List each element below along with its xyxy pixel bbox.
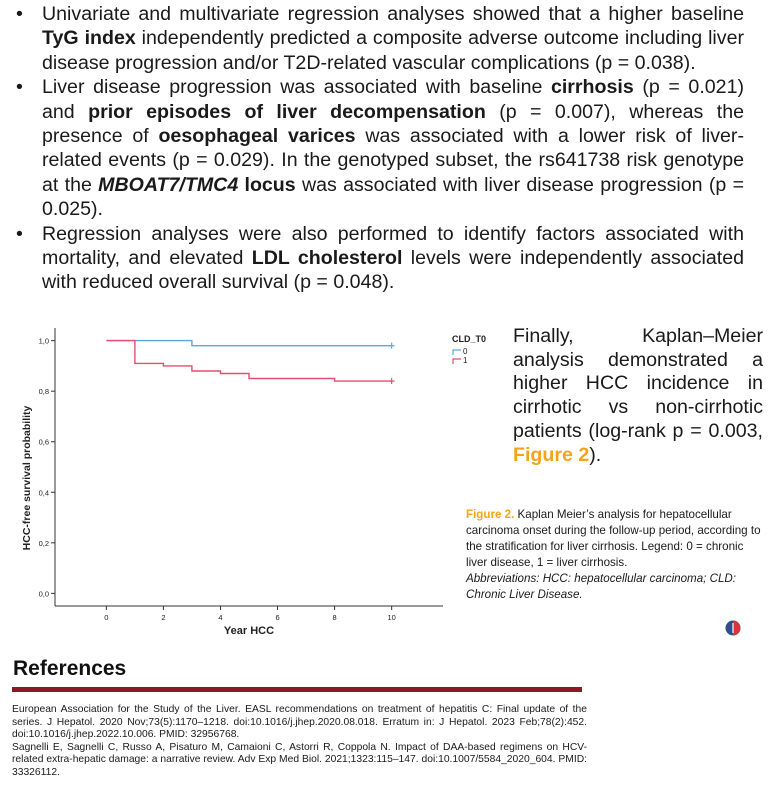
text-run: (p = 0.021) and (42, 76, 744, 123)
references-list (12, 704, 587, 780)
legend (452, 334, 486, 365)
bullet-item (14, 75, 744, 221)
legend-title: CLD_T0 (452, 334, 487, 344)
text-run: Liver disease progression was associated with baseline (42, 76, 551, 99)
kaplan-meier-chart (0, 318, 505, 648)
x-axis-label: Year HCC (223, 625, 275, 637)
bold-term: locus (238, 173, 296, 196)
text-run: independently predicted a composite adverse outcome including liver disease progression and/or T2D-related vascular complications (p = 0.038). (42, 27, 744, 74)
chart-frame (55, 328, 443, 606)
results-bullet-list (14, 2, 744, 295)
y-tick-label: 0,0 (38, 589, 49, 599)
y-tick-label: 0,2 (38, 538, 49, 548)
references-heading: References (13, 657, 127, 680)
bold-term: MBOAT7/TMC4 (98, 173, 239, 196)
y-tick-label: 0,4 (38, 488, 49, 498)
x-tick-label: 10 (387, 613, 396, 622)
bold-term: cirrhosis (550, 76, 634, 99)
x-tick-label: 6 (275, 613, 280, 622)
text-run: Regression analyses were also performed to identify factors associated with mortality, and elevated (42, 222, 744, 270)
y-tick-label: 0,6 (38, 437, 49, 447)
bullet-dot-icon: • (16, 222, 23, 245)
bullet-text (42, 75, 744, 221)
legend-label-1: 1 (463, 356, 468, 365)
text-run: Univariate and multivariate regression analyses showed that a higher baseline (42, 3, 744, 25)
reference-item: Sagnelli E, Sagnelli C, Russo A, Pisaturo M, Camaioni C, Astorri R, Coppola N. Impact of DAA-based regimens on HCV-related extra-hepatic damage: a narrative review. Adv Exp Med Biol. 2021;1323:115–147. doi:10.1007/5584_2020_604. PMID: 33326112. (12, 741, 587, 778)
bold-term: LDL cholesterol (251, 247, 403, 270)
y-tick-label: 1,0 (38, 336, 49, 346)
x-tick-label: 0 (104, 613, 109, 622)
reference-item: European Association for the Study of the Liver. EASL recommendations on treatment of hepatitis C: Final update of the series. J Hepatol. 2020 Nov;73(5):1170–1218. doi:10.1016/j.jhep.2020.08.018. Erratum in: J Hepatol. 2023 Feb;78(2):452. doi:10.1016/j.jhep.2022.10.006. PMID: 32956768. (12, 704, 587, 741)
y-ticks (39, 337, 55, 599)
bullet-text (42, 2, 744, 75)
figure-caption (466, 507, 766, 602)
logo-icon (725, 620, 741, 636)
bold-term: oesophageal varices (158, 125, 356, 148)
y-axis-label: HCC-free survival probability (21, 405, 33, 551)
legend-swatch-0 (453, 350, 461, 355)
series-lines (106, 341, 394, 384)
bold-term: prior episodes of liver decompensation (88, 100, 486, 123)
x-tick-label: 4 (218, 613, 223, 622)
kaplan-meier-summary (513, 325, 763, 467)
bullet-item (14, 2, 744, 75)
bullet-item (14, 222, 744, 295)
references-divider (12, 687, 582, 692)
caption-label: Figure 2. (466, 508, 515, 521)
survival-curve-0 (106, 341, 391, 346)
y-tick-label: 0,8 (38, 387, 49, 397)
summary-text-end: ). (589, 443, 602, 466)
survival-curve-1 (106, 341, 391, 382)
caption-abbreviations: Abbreviations: HCC: hepatocellular carcinoma; CLD: Chronic Liver Disease. (466, 571, 736, 601)
text-run: levels were independently associated with reduced overall survival (p = 0.048). (42, 247, 744, 294)
bullet-dot-icon: • (16, 76, 23, 99)
text-run: (p = 0.007), whereas the presence of (42, 100, 744, 148)
bullet-text (42, 222, 744, 295)
bold-term: TyG index (42, 27, 136, 50)
legend-label-0: 0 (463, 347, 468, 356)
text-run: was associated with liver disease progression (p = 0.025). (42, 173, 745, 221)
x-tick-label: 2 (161, 613, 166, 622)
figure-reference-link[interactable]: Figure 2 (513, 443, 590, 466)
bullet-dot-icon: • (16, 3, 23, 25)
caption-text: Kaplan Meier’s analysis for hepatocellular carcinoma onset during the follow-up period, according to the stratification for liver cirrhosis. Legend: 0 = chronic liver disease, 1 = liver cirrhosis. (466, 508, 761, 569)
x-tick-label: 8 (332, 613, 337, 622)
x-ticks (104, 606, 396, 622)
text-run: was associated with a lower risk of liver-related events (p = 0.029). In the genotyped subset, the rs641738 risk genotype at the (42, 125, 744, 196)
summary-text: Finally, Kaplan–Meier analysis demonstrated a higher HCC incidence in cirrhotic vs non-cirrhotic patients (log-rank p = 0.003, (513, 325, 763, 442)
legend-swatch-1 (453, 359, 461, 364)
